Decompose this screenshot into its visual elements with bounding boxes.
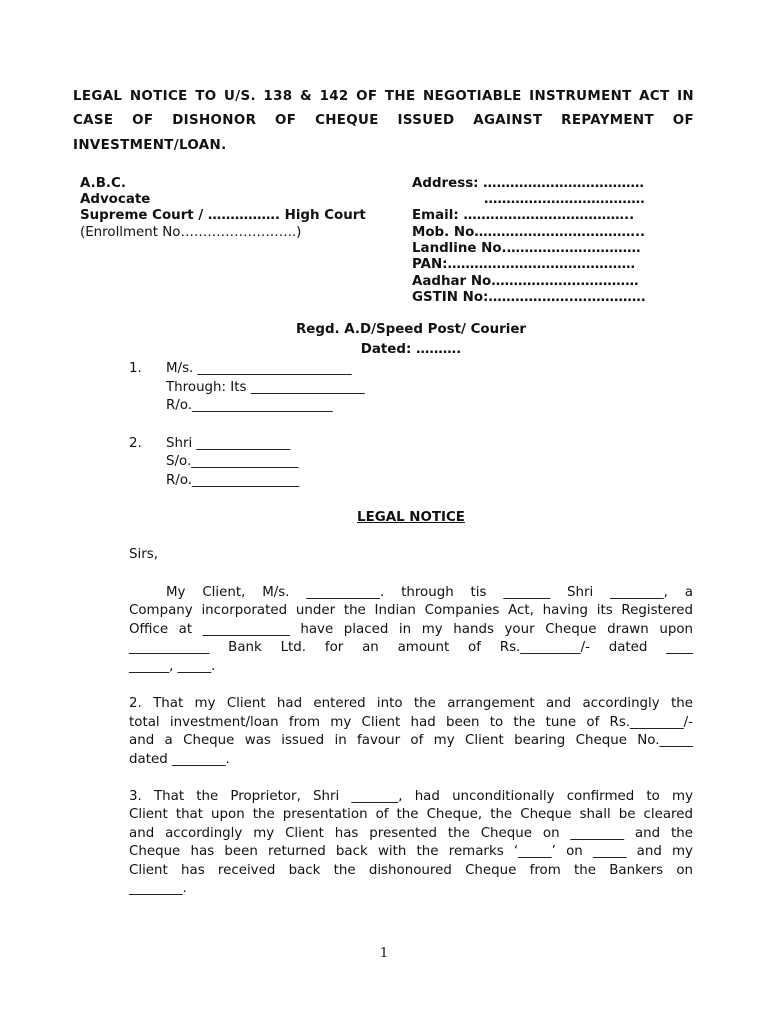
contact-aadhar: Aadhar No…………………………… xyxy=(412,274,639,289)
paragraph-1-line: My Client, M/s. ___________. through tis _______ Shri ________, a xyxy=(166,585,693,600)
salutation: Sirs, xyxy=(129,547,158,562)
contact-pan: PAN:…………………………………… xyxy=(412,257,635,272)
sender-court: Supreme Court / ……………. High Court xyxy=(80,208,366,223)
dispatch-mode: Regd. A.D/Speed Post/ Courier xyxy=(295,322,527,337)
paragraph-3-line: Cheque has been returned back with the remarks ‘_____’ on _____ and my xyxy=(129,844,693,859)
paragraph-3-line: ________. xyxy=(129,881,187,896)
paragraph-3-line: 3. That the Proprietor, Shri _______, had unconditionally confirmed to my xyxy=(129,789,693,804)
addressee-number: 2. xyxy=(129,436,142,451)
paragraph-2-line: 2. That my Client had entered into the arrangement and accordingly the xyxy=(129,696,693,711)
addressee-number: 1. xyxy=(129,361,142,376)
contact-email: Email: ……………………………….. xyxy=(412,208,635,223)
paragraph-2-line: total investment/loan from my Client had been to the tune of Rs.________/- xyxy=(129,715,693,730)
legal-notice-heading xyxy=(0,510,768,525)
sender-enrollment: (Enrollment No……………………..) xyxy=(80,225,302,240)
contact-landline: Landline No.………………………… xyxy=(412,241,641,256)
addressee-residence: R/o.________________ xyxy=(166,473,300,488)
notice-title-line-1: LEGAL NOTICE TO U/S. 138 & 142 OF THE NEGOTIABLE INSTRUMENT ACT IN xyxy=(73,89,694,104)
addressee-through: Through: Its _________________ xyxy=(166,380,365,395)
paragraph-1-line: Office at _____________ have placed in my hands your Cheque drawn upon xyxy=(129,622,693,637)
paragraph-1-line: ______, _____. xyxy=(129,659,216,674)
contact-address: Address: ……………………………… xyxy=(412,176,644,191)
addressee-son-of: S/o.________________ xyxy=(166,454,299,469)
paragraph-1-line: Company incorporated under the Indian Companies Act, having its Registered xyxy=(129,603,693,618)
notice-title-line-2: CASE OF DISHONOR OF CHEQUE ISSUED AGAINST REPAYMENT OF xyxy=(73,113,694,128)
contact-gstin: GSTIN No:……………….……………. xyxy=(412,290,646,305)
notice-title-line-3: INVESTMENT/LOAN. xyxy=(73,138,227,153)
addressee-residence: R/o._____________________ xyxy=(166,398,333,413)
paragraph-3-line: Client that upon the presentation of the Cheque, the Cheque shall be cleared xyxy=(129,807,693,822)
paragraph-3-line: and accordingly my Client has presented the Cheque on ________ and the xyxy=(129,826,693,841)
contact-address-line-2: ……………………………… xyxy=(484,192,645,207)
paragraph-2-line: and a Cheque was issued in favour of my Client bearing Cheque No._____ xyxy=(129,733,693,748)
paragraph-1-line: ____________ Bank Ltd. for an amount of Rs._________/- dated ____ xyxy=(129,640,693,655)
legal-notice-heading-text: LEGAL NOTICE xyxy=(357,510,465,525)
dispatch-date: Dated: ………. xyxy=(360,342,462,357)
page-number: 1 xyxy=(379,946,389,961)
sender-designation: Advocate xyxy=(80,192,151,207)
addressee-name: M/s. _______________________ xyxy=(166,361,352,376)
contact-mobile: Mob. No……………………………….. xyxy=(412,225,646,240)
paragraph-2-line: dated ________. xyxy=(129,752,230,767)
sender-name: A.B.C. xyxy=(80,176,126,191)
paragraph-3-line: Client has received back the dishonoured Cheque from the Bankers on xyxy=(129,863,693,878)
addressee-name: Shri ______________ xyxy=(166,436,291,451)
